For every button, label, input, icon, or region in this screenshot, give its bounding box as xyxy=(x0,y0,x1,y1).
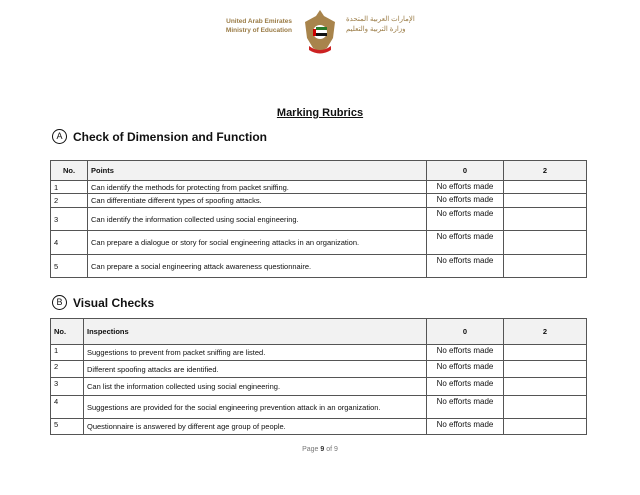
section-heading-text: Check of Dimension and Function xyxy=(73,129,268,144)
section-letter-badge: A xyxy=(52,129,67,144)
row-score-0: No efforts made xyxy=(427,378,504,396)
row-score-2 xyxy=(504,396,587,419)
row-number: 5 xyxy=(51,419,84,435)
row-criterion: Suggestions are provided for the social engineering prevention attack in an organization. xyxy=(84,396,427,419)
row-criterion: Suggestions to prevent from packet sniffing are listed. xyxy=(84,345,427,361)
row-criterion: Can identify the information collected using social engineering. xyxy=(88,208,427,231)
section-a-heading xyxy=(52,129,267,144)
row-score-0: No efforts made xyxy=(427,345,504,361)
row-score-2 xyxy=(504,194,587,208)
rubric-table-b xyxy=(50,318,587,435)
page-total: 9 xyxy=(334,446,338,453)
row-score-0: No efforts made xyxy=(427,396,504,419)
row-score-2 xyxy=(504,181,587,194)
table-row xyxy=(51,255,587,278)
row-number: 1 xyxy=(51,181,88,194)
section-letter-badge: B xyxy=(52,295,67,310)
logo-line-1: United Arab Emirates xyxy=(226,18,292,25)
col-header-score-0: 0 xyxy=(427,319,504,345)
row-score-2 xyxy=(504,231,587,255)
row-score-2 xyxy=(504,345,587,361)
row-score-2 xyxy=(504,208,587,231)
logo-ar-line-1: الإمارات العربية المتحدة xyxy=(346,16,415,23)
row-score-0: No efforts made xyxy=(427,208,504,231)
row-number: 3 xyxy=(51,378,84,396)
table-row xyxy=(51,208,587,231)
row-number: 2 xyxy=(51,194,88,208)
table-row xyxy=(51,396,587,419)
col-header-inspections: Inspections xyxy=(84,319,427,345)
row-score-2 xyxy=(504,361,587,378)
row-criterion: Can differentiate different types of spoofing attacks. xyxy=(88,194,427,208)
row-criterion: Can list the information collected using social engineering. xyxy=(84,378,427,396)
row-criterion: Questionnaire is answered by different age group of people. xyxy=(84,419,427,435)
emblem-icon xyxy=(303,8,337,56)
page-of: of xyxy=(326,446,333,453)
row-score-2 xyxy=(504,419,587,435)
col-header-score-2: 2 xyxy=(504,161,587,181)
table-row xyxy=(51,181,587,194)
row-score-2 xyxy=(504,255,587,278)
col-header-no: No. xyxy=(51,161,88,181)
table-row xyxy=(51,378,587,396)
row-number: 2 xyxy=(51,361,84,378)
row-number: 5 xyxy=(51,255,88,278)
row-criterion: Can identify the methods for protecting from packet sniffing. xyxy=(88,181,427,194)
page-label: Page xyxy=(302,446,319,453)
section-b-heading xyxy=(52,295,154,310)
col-header-score-2: 2 xyxy=(504,319,587,345)
table-row xyxy=(51,361,587,378)
page-title: Marking Rubrics xyxy=(276,107,364,119)
row-criterion: Different spoofing attacks are identified. xyxy=(84,361,427,378)
row-number: 1 xyxy=(51,345,84,361)
logo-arabic-text xyxy=(346,15,436,35)
table-row xyxy=(51,231,587,255)
row-score-0: No efforts made xyxy=(427,361,504,378)
row-score-0: No efforts made xyxy=(427,194,504,208)
col-header-score-0: 0 xyxy=(427,161,504,181)
row-number: 4 xyxy=(51,396,84,419)
col-header-points: Points xyxy=(88,161,427,181)
table-row xyxy=(51,194,587,208)
row-score-0: No efforts made xyxy=(427,419,504,435)
row-criterion: Can prepare a social engineering attack awareness questionnaire. xyxy=(88,255,427,278)
section-heading-text: Visual Checks xyxy=(73,295,155,310)
table-header-row xyxy=(51,161,587,181)
logo-english-text xyxy=(220,17,292,35)
col-header-no: No. xyxy=(51,319,84,345)
rubric-table-a xyxy=(50,160,587,278)
row-score-0: No efforts made xyxy=(427,255,504,278)
row-score-2 xyxy=(504,378,587,396)
table-row xyxy=(51,345,587,361)
page-current: 9 xyxy=(320,446,325,453)
page-number xyxy=(0,446,640,453)
table-row xyxy=(51,419,587,435)
logo-line-2: Ministry of Education xyxy=(225,27,292,34)
table-header-row xyxy=(51,319,587,345)
row-score-0: No efforts made xyxy=(427,231,504,255)
row-number: 4 xyxy=(51,231,88,255)
row-number: 3 xyxy=(51,208,88,231)
logo-ar-line-2: وزارة التربية والتعليم xyxy=(346,26,406,33)
row-criterion: Can prepare a dialogue or story for social engineering attacks in an organization. xyxy=(88,231,427,255)
row-score-0: No efforts made xyxy=(427,181,504,194)
